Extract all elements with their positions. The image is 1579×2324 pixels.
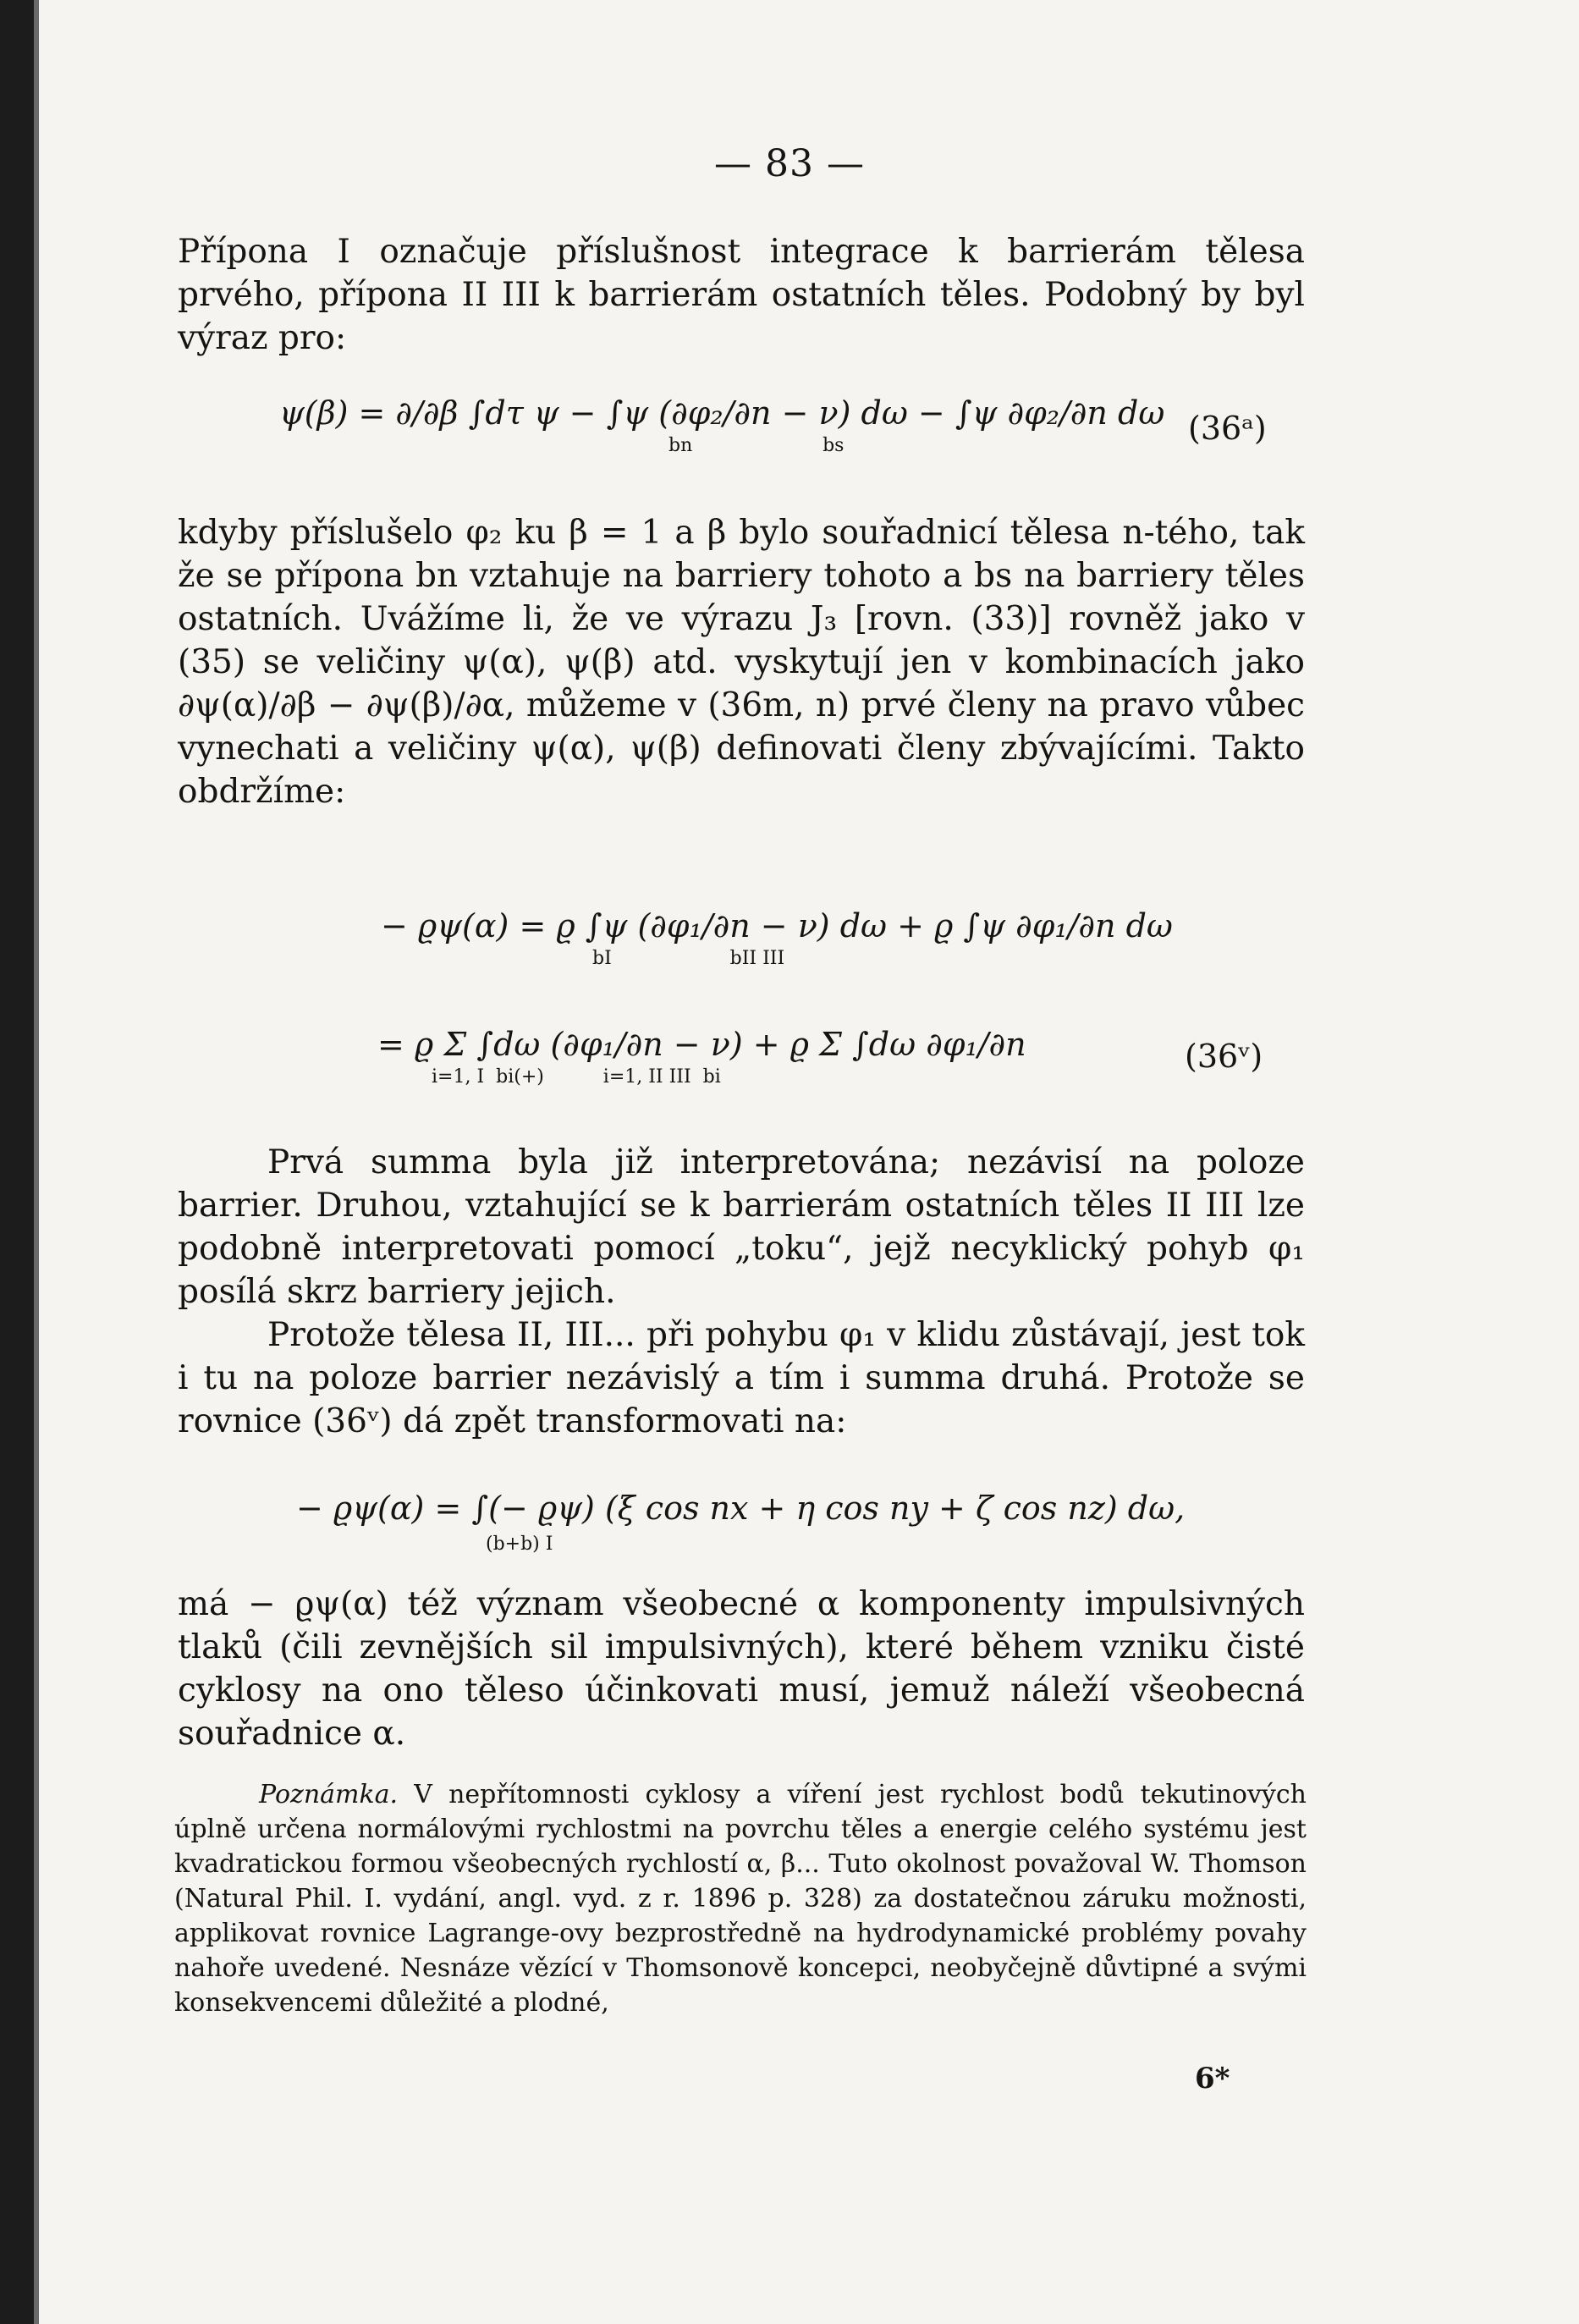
page-number: — 83 — xyxy=(714,142,865,185)
equation-impulse-body: − ϱψ(α) = ∫(− ϱψ) (ξ cos nx + η cos ny + ζ cos nz) dω, xyxy=(296,1490,1186,1527)
page-binding-edge xyxy=(0,0,34,2324)
footnote xyxy=(174,1777,1307,2020)
paragraph-2 xyxy=(178,511,1305,813)
paragraph-1 xyxy=(178,230,1305,360)
footnote-label: Poznámka. xyxy=(259,1780,399,1809)
equation-36v-line1 xyxy=(178,907,1305,969)
paragraph-3 xyxy=(178,1141,1305,1313)
paragraph-3-text: Prvá summa byla již interpretována; nezávisí na poloze barrier. Druhou, vztahující se k barrierám ostatních těles II III lze podobně interpretovati pomocí „toku“, jejž necyklický pohyb φ₁ posílá skrz barriery jejich. xyxy=(178,1143,1305,1311)
equation-36a-label: (36ᵃ) xyxy=(1188,410,1267,447)
paragraph-5 xyxy=(178,1583,1305,1755)
footnote-paragraph xyxy=(174,1777,1307,2020)
equation-36v-line2-body: = ϱ Σ ∫dω (∂φ₁/∂n − ν) + ϱ Σ ∫dω ∂φ₁/∂n xyxy=(377,1026,1026,1063)
paragraph-2-text: kdyby příslušelo φ₂ ku β = 1 a β bylo souřadnicí tělesa n-tého, tak že se přípona bn vztahuje na barriery tohoto a bs na barriery těles ostatních. Uvážíme li, že ve výrazu J₃ [rovn. (33)] rovněž jako v (35) se veličiny ψ(α), ψ(β) atd. vyskytují jen v kombinacích jako ∂ψ(α)/∂β − ∂ψ(β)/∂α, můžeme v (36m, n) prvé členy na pravo vůbec vynechati a veličiny ψ(α), ψ(β) definovati členy zbývajícími. Takto obdržíme: xyxy=(178,514,1305,811)
equation-36a xyxy=(178,394,1305,456)
equation-impulse xyxy=(178,1490,1305,1555)
equation-36v-line1-subscripts: bI bII III xyxy=(592,948,785,969)
paragraph-5-text: má − ϱψ(α) též význam všeobecné α komponenty impulsivných tlaků (čili zevnějších sil impulsivných), které během vzniku čisté cyklosy na ono těleso účinkovati musí, jemuž náleží všeobecná souřadnice α. xyxy=(178,1585,1305,1753)
paragraph-1-text: Přípona I označuje příslušnost integrace k barrierám tělesa prvého, přípona II III k barrierám ostatních těles. Podobný by byl výraz pro: xyxy=(178,233,1305,357)
equation-36a-subscripts: bn bs xyxy=(668,435,845,456)
equation-36v-line1-body: − ϱψ(α) = ϱ ∫ψ (∂φ₁/∂n − ν) dω + ϱ ∫ψ ∂φ₁/∂n dω xyxy=(381,907,1173,944)
signature-mark: 6* xyxy=(1195,2062,1230,2095)
equation-36a-body: ψ(β) = ∂/∂β ∫dτ ψ − ∫ψ (∂φ₂/∂n − ν) dω − ∫ψ ∂φ₂/∂n dω xyxy=(279,394,1165,432)
equation-36v-line2-subscripts: i=1, I bi(+) i=1, II III bi xyxy=(432,1066,721,1088)
equation-36v-line2 xyxy=(178,1026,1305,1088)
paragraph-4-text: Protože tělesa II, III... při pohybu φ₁ v klidu zůstávají, jest tok i tu na poloze barrier nezávislý a tím i summa druhá. Protože se rovnice (36ᵛ) dá zpět transformovati na: xyxy=(178,1316,1305,1440)
footnote-text: V nepřítomnosti cyklosy a víření jest rychlost bodů tekutinových úplně určena normálovými rychlostmi na povrchu těles a energie celého systému jest kvadratickou formou všeobecných rychlostí α, β... Tuto okolnost považoval W. Thomson (Natural Phil. I. vydání, angl. vyd. z r. 1896 p. 328) za dostatečnou záruku možnosti, applikovat rovnice Lagrange-ovy bezprostředně na hydrodynamické problémy povahy nahoře uvedené. Nesnáze vězící v Thomsonově koncepci, neobyčejně důvtipné a svými konsekvencemi důležité a plodné, xyxy=(174,1780,1307,2018)
equation-impulse-subscripts: (b+b) I xyxy=(486,1534,553,1555)
equation-36v-label: (36ᵛ) xyxy=(1185,1038,1263,1075)
paragraph-4 xyxy=(178,1313,1305,1443)
